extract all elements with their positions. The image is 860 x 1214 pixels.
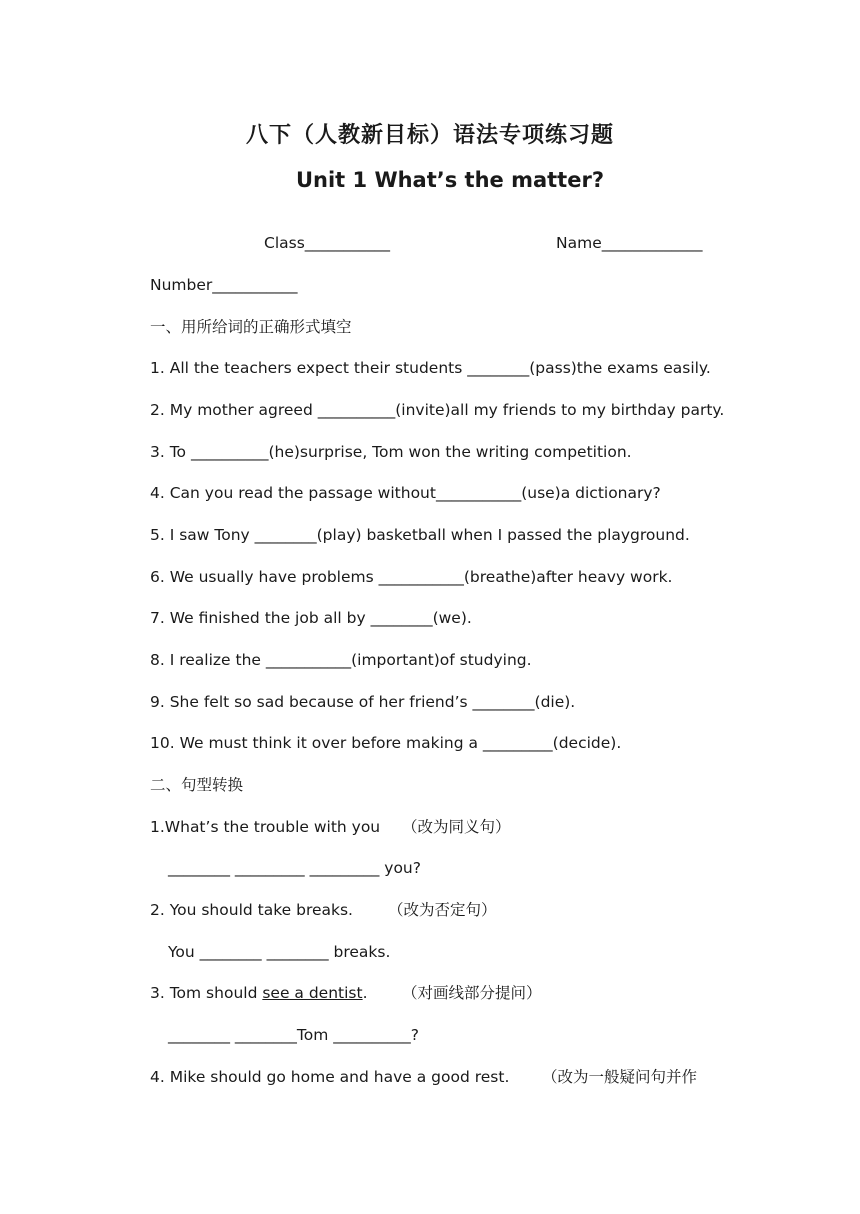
question-3-text: 3. Tom should	[150, 984, 263, 1002]
transform-question-3	[150, 983, 368, 1003]
question-3-period: .	[362, 984, 368, 1002]
question-item: 5. I saw Tony ________(play) basketball when I passed the playground.	[150, 526, 690, 544]
transform-question-1: 1.What’s the trouble with you	[150, 818, 381, 836]
name-field: Name_____________	[556, 234, 703, 252]
transform-question-1-note: （改为同义句）	[402, 818, 511, 836]
transform-answer-1: ________ _________ _________ you?	[168, 859, 421, 877]
section1-heading: 一、用所给词的正确形式填空	[150, 318, 352, 336]
question-item: 3. To __________(he)surprise, Tom won the writing competition.	[150, 443, 632, 461]
question-item: 10. We must think it over before making a _________(decide).	[150, 734, 622, 752]
question-item: 4. Can you read the passage without___________(use)a dictionary?	[150, 484, 661, 502]
transform-question-4-note: （改为一般疑问句并作	[542, 1068, 698, 1086]
worksheet-title-chinese: 八下（人教新目标）语法专项练习题	[245, 123, 614, 148]
transform-answer-2: You ________ ________ breaks.	[168, 943, 391, 961]
question-item: 6. We usually have problems ___________(breathe)after heavy work.	[150, 568, 673, 586]
underlined-phrase: see a dentist	[262, 984, 363, 1002]
transform-question-2: 2. You should take breaks.	[150, 901, 353, 919]
transform-question-4: 4. Mike should go home and have a good rest.	[150, 1068, 510, 1086]
worksheet-title-english: Unit 1 What’s the matter?	[295, 168, 605, 192]
number-field: Number___________	[150, 276, 298, 294]
transform-question-2-note: （改为否定句）	[388, 901, 497, 919]
question-item: 2. My mother agreed __________(invite)all my friends to my birthday party.	[150, 401, 725, 419]
transform-answer-3: ________ ________Tom __________?	[168, 1026, 419, 1044]
section2-heading: 二、句型转换	[150, 776, 244, 794]
question-item: 1. All the teachers expect their students ________(pass)the exams easily.	[150, 359, 711, 377]
question-item: 8. I realize the ___________(important)of studying.	[150, 651, 532, 669]
question-item: 9. She felt so sad because of her friend’s ________(die).	[150, 693, 576, 711]
transform-question-3-note: （对画线部分提问）	[402, 984, 542, 1002]
question-item: 7. We finished the job all by ________(we).	[150, 609, 472, 627]
class-field: Class___________	[264, 234, 391, 252]
